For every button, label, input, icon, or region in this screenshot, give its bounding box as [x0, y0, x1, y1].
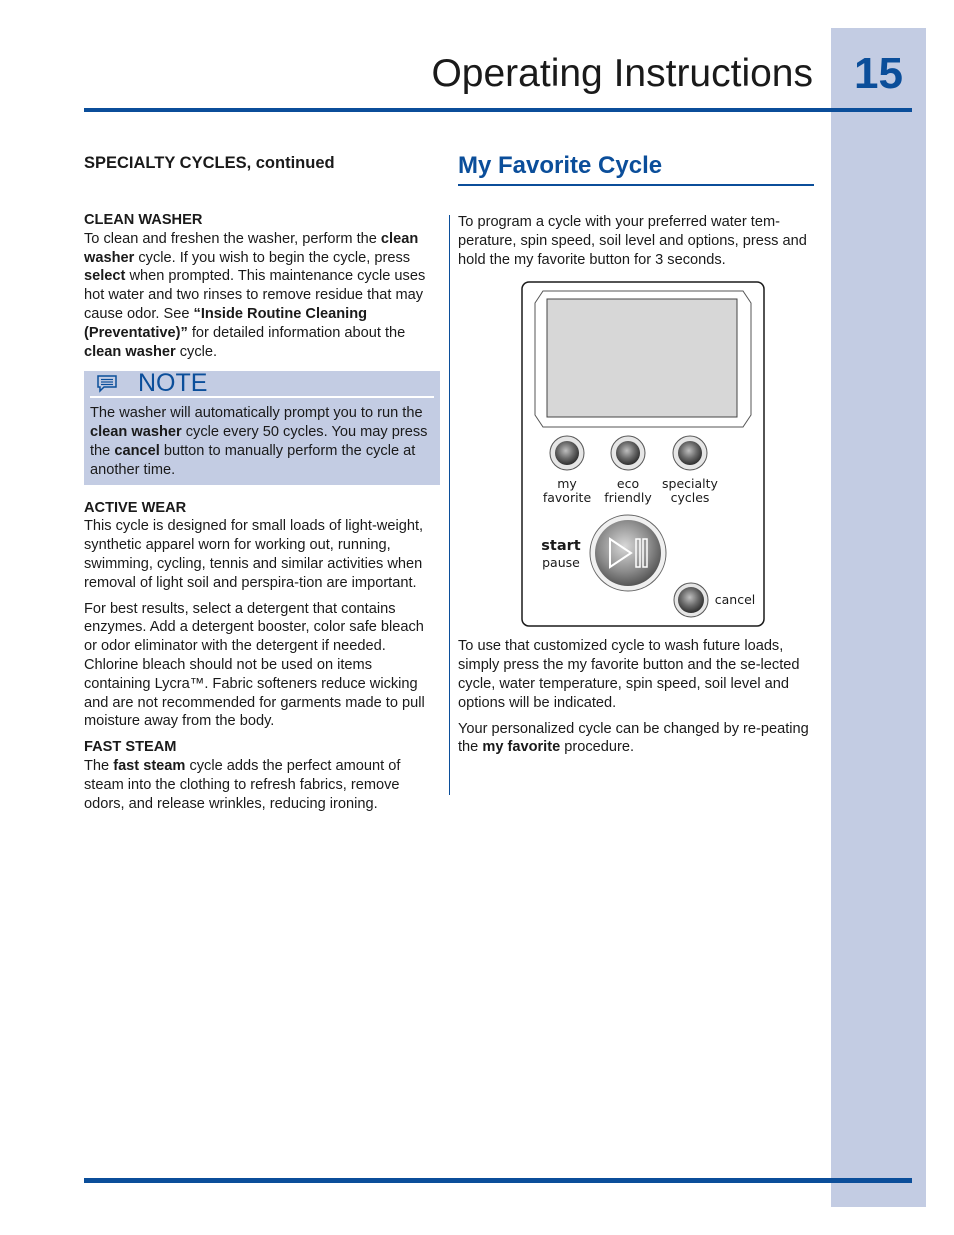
my-favorite-title: My Favorite Cycle — [458, 150, 814, 186]
my-favorite-paragraph-1: To program a cycle with your preferred water tem-perature, spin speed, soil level and options, press and hold the my favorite button for 3 seconds. — [458, 214, 807, 268]
note-box — [84, 371, 440, 484]
control-panel-illustration — [521, 281, 765, 627]
active-wear-paragraph-1: This cycle is designed for small loads of light-weight, synthetic apparel worn for working out, running, swimming, cycling, tennis and similar activities when removal of light soil and perspira-tion are important. — [84, 518, 424, 591]
pause-label: pause — [542, 555, 580, 571]
footer-rule — [84, 1178, 912, 1183]
cancel-label: cancel — [714, 592, 756, 608]
specialty-cycles-label: specialty cycles — [662, 476, 718, 506]
fast-steam-paragraph: The fast steam cycle adds the perfect amount of steam into the clothing to refresh fabrics, remove odors, and release wrinkles, reducing ironing. — [84, 757, 401, 812]
eco-friendly-label: eco friendly — [604, 476, 652, 506]
control-panel-graphic — [521, 281, 765, 627]
side-tab — [831, 28, 926, 1207]
page-title: Operating Instructions — [431, 52, 813, 95]
note-text: The washer will automatically prompt you to run the clean washer cycle every 50 cycles. You may press the cancel button to manually perform the cycle at another time. — [90, 405, 428, 478]
active-wear-paragraph-2: For best results, select a detergent that contains enzymes. Add a detergent booster, color safe bleach or odor eliminator with the detergent if needed. Chlorine bleach should not be used on items containing Lycra™. Fabric softeners reduce wicking and are not recommended for garments made to pull moisture away from the body. — [84, 600, 425, 730]
my-favorite-paragraph-3: Your personalized cycle can be changed by re-peating the my favorite procedure. — [458, 720, 809, 756]
note-header — [90, 371, 434, 398]
note-speech-icon — [96, 375, 118, 393]
start-label: start — [541, 538, 581, 555]
my-favorite-label: my favorite — [542, 476, 592, 506]
right-column — [458, 150, 814, 764]
header-rule — [84, 108, 912, 112]
left-column — [84, 152, 440, 820]
note-title: NOTE — [138, 369, 208, 398]
clean-washer-paragraph: To clean and freshen the washer, perform the clean washer cycle. If you wish to begin the cycle, press select when prompted. This maintenance cycle uses hot water and two rinses to remove residue that may cause odor. See “Inside Routine Cleaning (Preventative)” for detailed information about the clean washer cycle. — [84, 230, 426, 360]
clean-washer-heading: CLEAN WASHER — [84, 212, 203, 228]
active-wear-heading: ACTIVE WEAR — [84, 499, 187, 516]
page-number: 15 — [854, 49, 903, 98]
fast-steam-heading: FAST STEAM — [84, 739, 177, 756]
section-title: SPECIALTY CYCLES, continued — [84, 154, 335, 172]
my-favorite-paragraph-2: To use that customized cycle to wash future loads, simply press the my favorite button and the se-lected cycle, water temperature, spin speed, soil level and options will be indicated. — [458, 638, 800, 711]
column-divider — [449, 215, 450, 795]
